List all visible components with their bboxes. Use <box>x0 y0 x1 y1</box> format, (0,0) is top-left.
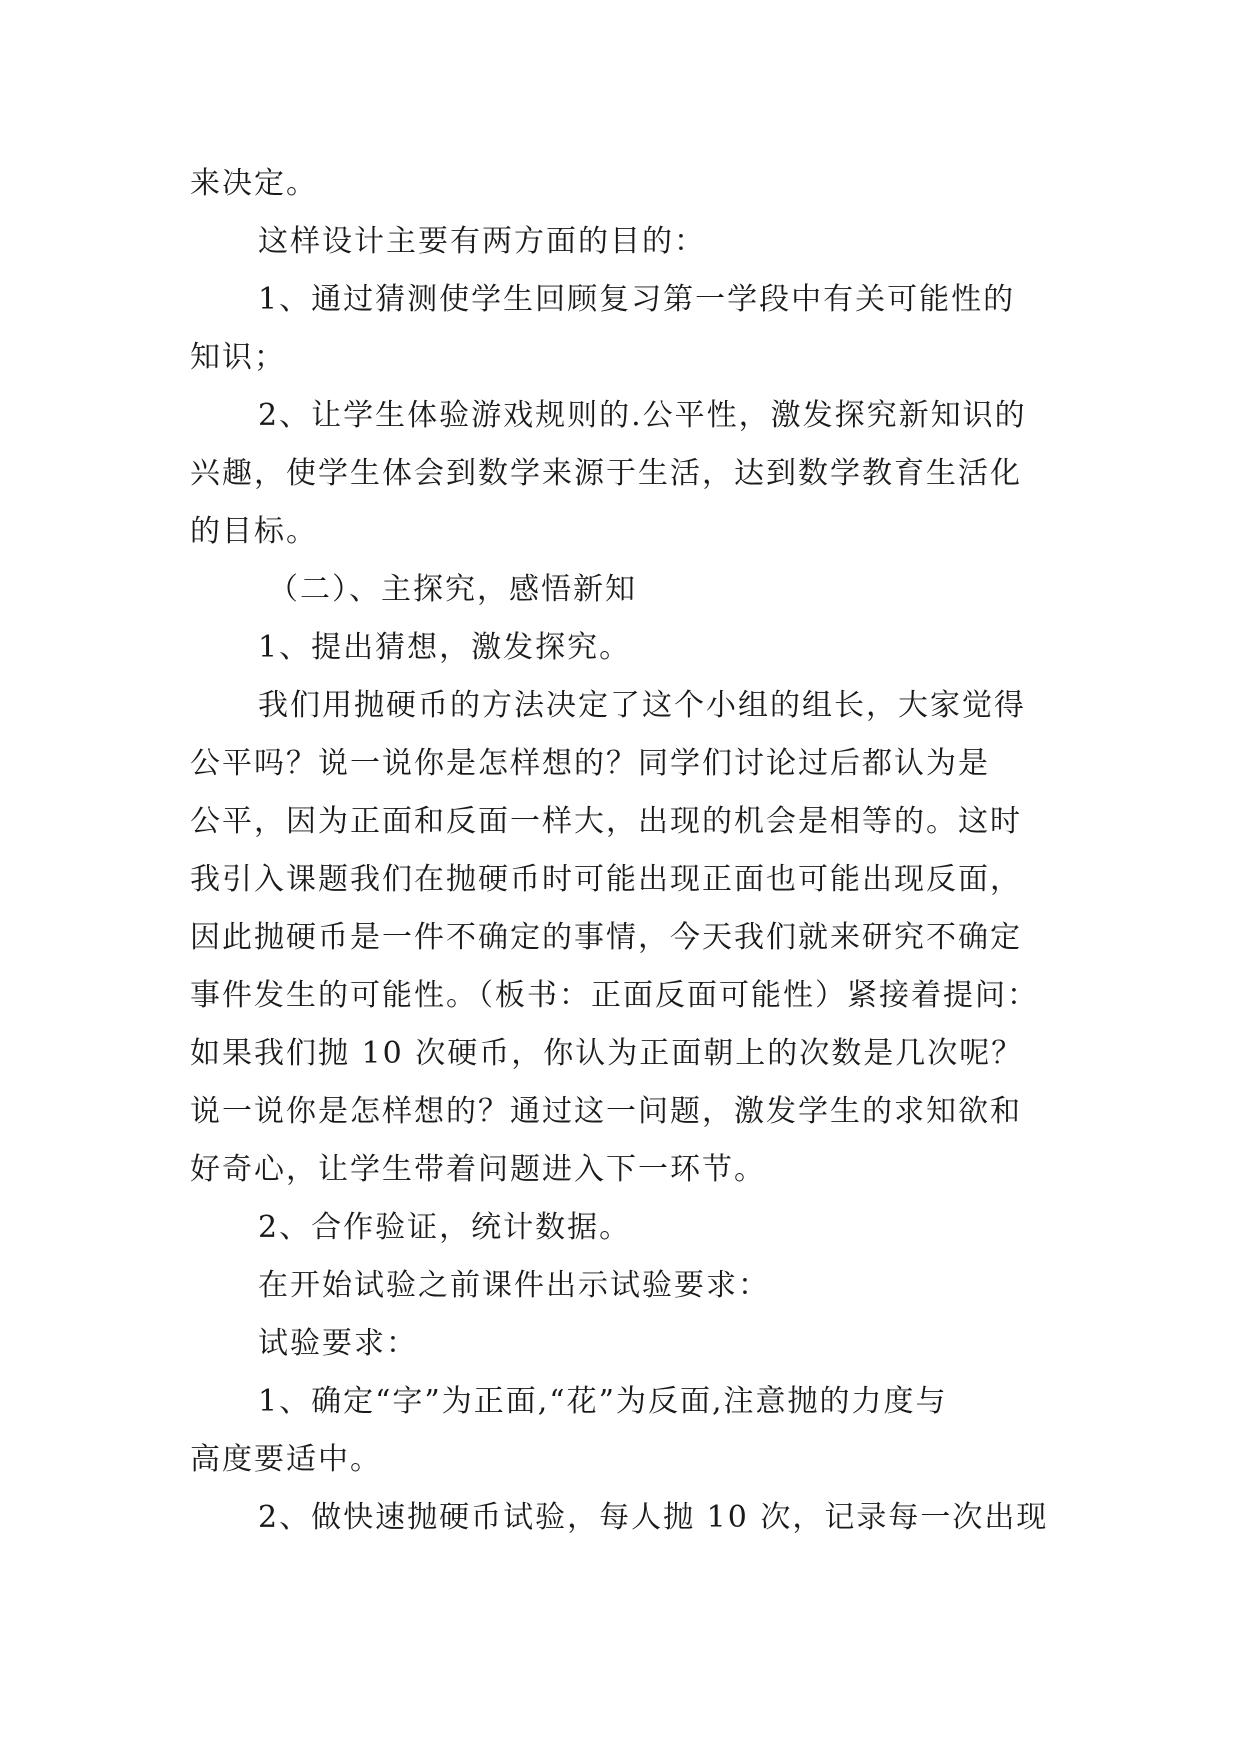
text-line: 在开始试验之前课件出示试验要求： <box>258 1268 770 1303</box>
text-line: 2、做快速抛硬币试验，每人抛 10 次，记录每一次出现 <box>258 1500 1049 1535</box>
text-line: 兴趣，使学生体会到数学来源于生活，达到数学教育生活化 <box>190 456 1022 491</box>
text-line: 说一说你是怎样想的？通过这一问题，激发学生的求知欲和 <box>190 1094 1022 1129</box>
text-line: 知识； <box>190 340 286 375</box>
text-line: 2、让学生体验游戏规则的.公平性，激发探究新知识的 <box>258 398 1027 433</box>
text-line: 1、确定“字”为正面,“花”为反面,注意抛的力度与 <box>258 1384 948 1419</box>
text-line: 这样设计主要有两方面的目的： <box>258 224 706 259</box>
text-line: 1、提出猜想，激发探究。 <box>258 630 632 665</box>
text-line: 的目标。 <box>190 514 318 549</box>
text-line: 1、通过猜测使学生回顾复习第一学段中有关可能性的 <box>258 282 1016 317</box>
text-line: 事件发生的可能性。（板书：正面反面可能性）紧接着提问： <box>190 978 1039 1013</box>
text-line: 高度要适中。 <box>190 1442 382 1477</box>
text-line: 我们用抛硬币的方法决定了这个小组的组长，大家觉得 <box>258 688 1026 723</box>
text-line: 公平吗？说一说你是怎样想的？同学们讨论过后都认为是 <box>190 746 990 781</box>
text-line: 我引入课题我们在抛硬币时可能出现正面也可能出现反面， <box>190 862 1022 897</box>
text-line: 试验要求： <box>258 1326 418 1361</box>
text-line: 公平，因为正面和反面一样大，出现的机会是相等的。这时 <box>190 804 1022 839</box>
text-line: 好奇心，让学生带着问题进入下一环节。 <box>190 1152 766 1187</box>
text-line: 来决定。 <box>190 166 318 201</box>
text-line: 2、合作验证，统计数据。 <box>258 1210 632 1245</box>
text-line: 因此抛硬币是一件不确定的事情，今天我们就来研究不确定 <box>190 920 1022 955</box>
text-line: 如果我们抛 10 次硬币，你认为正面朝上的次数是几次呢？ <box>190 1036 1024 1071</box>
section-heading: （二）、主探究，感悟新知 <box>268 572 637 607</box>
